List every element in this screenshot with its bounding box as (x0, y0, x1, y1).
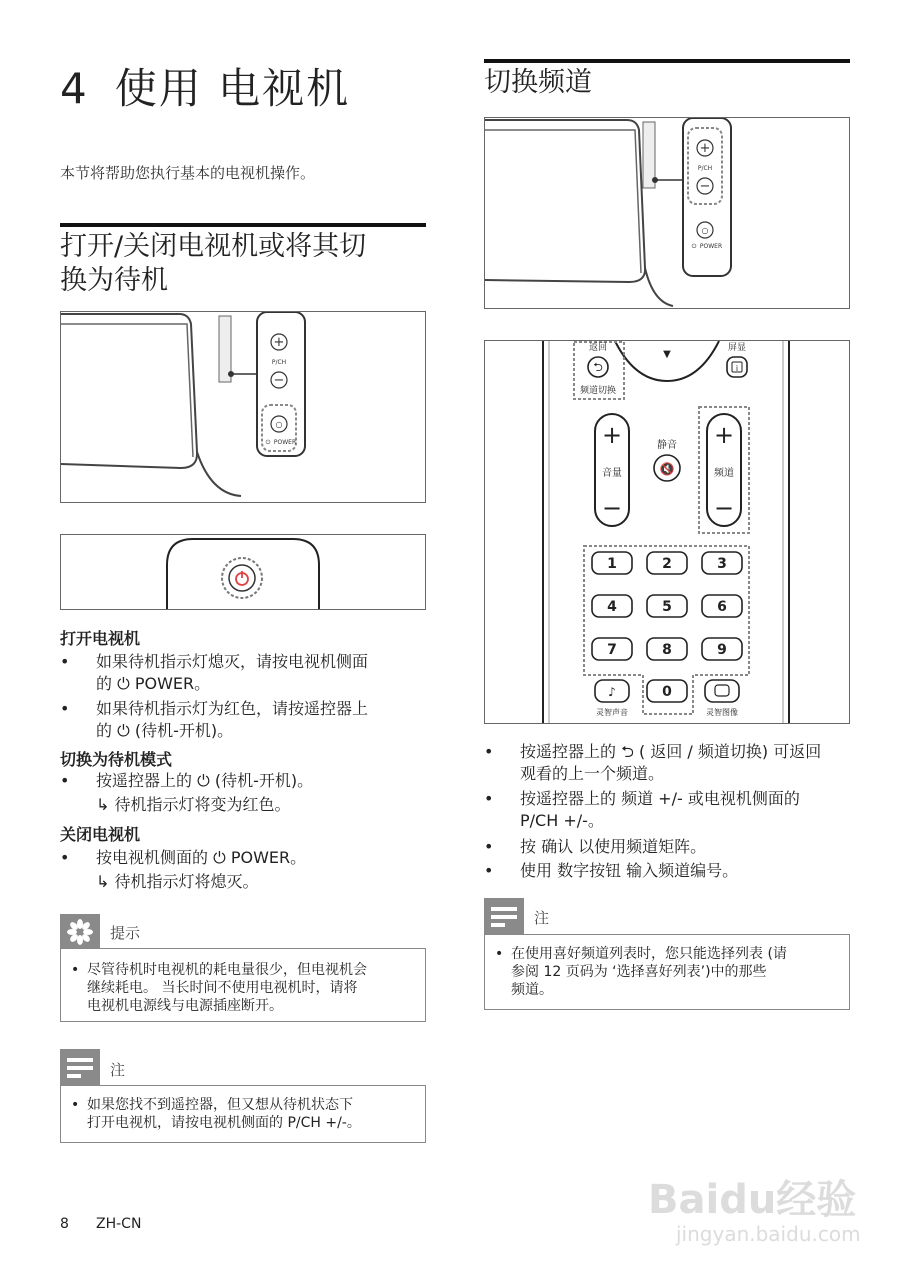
number-key-label-8: 8 (662, 642, 672, 658)
intro-text: 本节将帮助您执行基本的电视机操作。 (60, 164, 316, 182)
channel-bullet-4-text: 使用 数字按钮 输入频道编号。 (520, 861, 739, 880)
turn-on-item-1: • 如果待机指示灯熄灭，请按电视机侧面 的 ⏻ POWER。 (60, 652, 369, 693)
number-key-label-4: 4 (607, 599, 617, 615)
note-text (87, 1096, 361, 1132)
standby-result-text: 待机指示灯将变为红色。 (114, 795, 291, 814)
chapter-title (60, 62, 350, 116)
remote-illustration (485, 341, 849, 723)
tip-label: 提示 (110, 924, 141, 942)
chapter-title-text: 使用 电视机 (114, 64, 351, 113)
smart-picture-label: 灵智图像 (706, 708, 738, 717)
channel-bullet-1-line2: 观看的上一个频道。 (520, 764, 665, 783)
tv-side-channel-illustration (485, 118, 849, 308)
tip-line2: 继续耗电。 当长时间不使用电视机时，请将 (87, 980, 358, 996)
svg-text:▼: ▼ (663, 349, 671, 360)
turn-off-result-text: 待机指示灯将熄灭。 (114, 872, 259, 891)
svg-text:−: − (273, 373, 285, 388)
tip-line3: 电视机电源线与电源插座断开。 (87, 998, 283, 1014)
note-label-right: 注 (534, 909, 550, 927)
number-key-label-5: 5 (662, 599, 672, 615)
number-key-label-0: 0 (662, 684, 672, 700)
channel-minus: − (713, 494, 735, 522)
note-right-line2: 参阅 12 页码为 ‘选择喜好列表’)中的那些 (511, 964, 767, 980)
turn-off-heading: 关闭电视机 (60, 825, 141, 844)
watermark-url: jingyan.baidu.com (676, 1222, 861, 1246)
mute-icon: 🔇 (659, 462, 675, 476)
note-icon-right (484, 898, 524, 934)
section-title-line2: 换为待机 (60, 265, 168, 296)
watermark-brand: Baidu经验 (648, 1177, 857, 1223)
result-arrow-icon: ↳ (96, 795, 110, 814)
smart-picture-button (705, 680, 739, 702)
turn-off-result (96, 871, 259, 893)
channel-label: 频道 (714, 468, 734, 479)
tv-side-channel-figure (484, 117, 850, 309)
remote-figure (484, 340, 850, 724)
turn-off-item: • 按电视机侧面的 ⏻ POWER。 (60, 848, 307, 867)
pch-label: P/CH (271, 359, 287, 366)
section-title-line1: 打开/关闭电视机或将其切 (60, 231, 367, 262)
svg-text:⏻: ⏻ (691, 243, 697, 250)
tip-text (87, 961, 367, 1015)
back-label: 返回 (588, 343, 608, 353)
power-label: POWER (273, 439, 297, 446)
number-key-label-1: 1 (607, 556, 617, 572)
chapter-number: 4 (60, 64, 89, 113)
turn-on-item-1-line2: 的 ⏻ POWER。 (96, 674, 211, 693)
svg-text:+: + (699, 141, 711, 156)
info-label: 屏显 (727, 343, 747, 353)
volume-plus: + (601, 421, 623, 449)
channel-plus: + (713, 421, 735, 449)
svg-text:○: ○ (701, 226, 709, 235)
tv-side-figure (60, 311, 426, 503)
back-icon: ⮌ (593, 360, 603, 374)
channel-switch-label: 频道切换 (579, 386, 617, 396)
note-icon (60, 1049, 100, 1085)
note-text-right (511, 945, 787, 999)
music-note-icon: ♪ (608, 685, 616, 699)
power-label-right: POWER (699, 243, 723, 250)
smart-sound-label: 灵智声音 (596, 708, 628, 717)
number-key-label-7: 7 (607, 642, 617, 658)
info-icon: i (735, 364, 739, 373)
volume-label: 音量 (602, 468, 622, 479)
channel-bullet-2-line1: 按遥控器上的 频道 +/- 或电视机侧面的 (520, 789, 800, 808)
note-label: 注 (110, 1061, 126, 1079)
result-arrow-icon: ↳ (96, 872, 110, 891)
channel-bullet-2: • 按遥控器上的 频道 +/- 或电视机侧面的 P/CH +/-。 (484, 789, 800, 830)
note-line1: 如果您找不到遥控器，但又想从待机状态下 (87, 1097, 353, 1113)
channel-bullet-1: • 按遥控器上的 ⮌ ( 返回 / 频道切换) 可返回 观看的上一个频道。 (484, 742, 822, 783)
language-code: ZH-CN (96, 1216, 142, 1232)
tip-box: • 尽管待机时电视机的耗电量很少，但电视机会 继续耗电。 当长时间不使用电视机时，请将 电视机电源线与电源插座断开。 (60, 948, 426, 1022)
standby-heading: 切换为待机模式 (60, 750, 173, 769)
remote-power-figure (60, 534, 426, 610)
svg-text:⏻: ⏻ (265, 439, 271, 446)
turn-on-item-2: • 如果待机指示灯为红色，请按遥控器上 的 ⏻ (待机-开机)。 (60, 699, 369, 740)
standby-item-text: 按遥控器上的 ⏻ (待机-开机)。 (96, 771, 314, 790)
section-title-channel: 切换频道 (484, 67, 592, 98)
number-key-label-6: 6 (717, 599, 727, 615)
tip-line1: 尽管待机时电视机的耗电量很少，但电视机会 (87, 962, 367, 978)
channel-bullet-1-line1: 按遥控器上的 ⮌ ( 返回 / 频道切换) 可返回 (520, 742, 822, 761)
section-title-power (60, 230, 366, 298)
pch-label-right: P/CH (697, 165, 713, 172)
number-key-label-3: 3 (717, 556, 727, 572)
standby-item: • 按遥控器上的 ⏻ (待机-开机)。 (60, 771, 314, 790)
volume-minus: − (601, 494, 623, 522)
note-box-right: • 在使用喜好频道列表时，您只能选择列表 (请 参阅 12 页码为 ‘选择喜好列表’)中的那些 频道。 (484, 934, 850, 1010)
turn-on-heading: 打开电视机 (60, 629, 141, 648)
turn-on-item-2-line1: 如果待机指示灯为红色，请按遥控器上 (96, 699, 369, 718)
note-box: • 如果您找不到遥控器，但又想从待机状态下 打开电视机，请按电视机侧面的 P/CH +/-。 (60, 1085, 426, 1143)
svg-text:+: + (273, 335, 285, 350)
turn-off-item-text: 按电视机侧面的 ⏻ POWER。 (96, 848, 307, 867)
section-rule (60, 223, 426, 227)
svg-text:−: − (699, 179, 711, 194)
page-number: 8 (60, 1216, 69, 1232)
mute-label: 静音 (657, 440, 677, 451)
note-right-line3: 频道。 (511, 982, 553, 998)
channel-bullet-3-text: 按 确认 以使用频道矩阵。 (520, 837, 707, 856)
remote-power-illustration (61, 535, 425, 609)
channel-bullet-3: • 按 确认 以使用频道矩阵。 (484, 837, 707, 856)
tip-icon (60, 914, 100, 950)
svg-text:○: ○ (275, 420, 283, 429)
section-rule-right (484, 59, 850, 63)
channel-bullet-4: • 使用 数字按钮 输入频道编号。 (484, 861, 739, 880)
number-key-label-2: 2 (662, 556, 672, 572)
turn-on-item-1-line1: 如果待机指示灯熄灭，请按电视机侧面 (96, 652, 369, 671)
number-key-label-9: 9 (717, 642, 727, 658)
standby-result (96, 794, 291, 816)
channel-bullet-2-line2: P/CH +/-。 (520, 811, 604, 830)
tv-side-illustration (61, 312, 425, 502)
note-line2: 打开电视机，请按电视机侧面的 P/CH +/-。 (87, 1115, 361, 1131)
turn-on-item-2-line2: 的 ⏻ (待机-开机)。 (96, 721, 234, 740)
note-right-line1: 在使用喜好频道列表时，您只能选择列表 (请 (511, 946, 787, 962)
